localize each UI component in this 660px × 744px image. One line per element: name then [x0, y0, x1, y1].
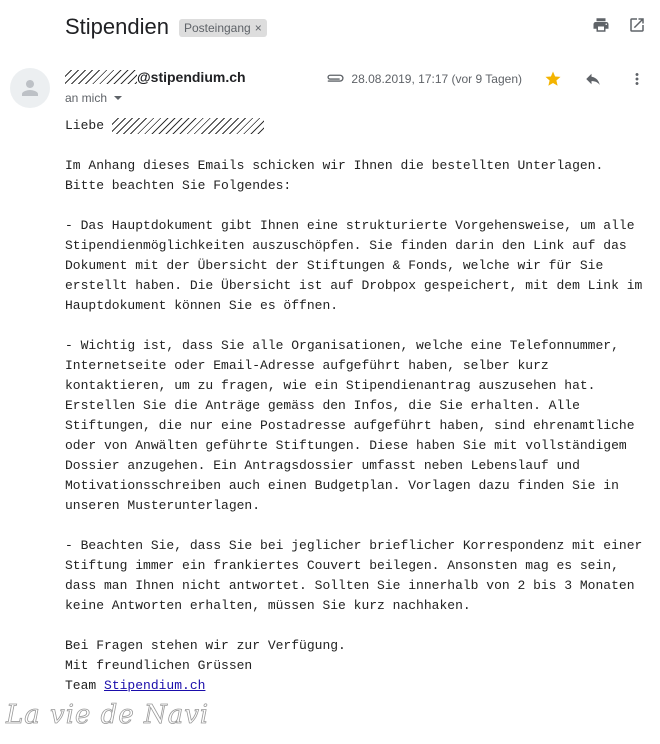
body-line: oder von Anwälten geführte Stiftungen. Diese haben Sie mit vollständigem	[65, 438, 627, 453]
more-vert-icon[interactable]	[628, 70, 646, 88]
open-in-new-window-icon[interactable]	[628, 16, 646, 34]
body-line: - Beachten Sie, dass Sie bei jeglicher brieflicher Korrespondenz mit einer	[65, 538, 643, 553]
redacted-recipient-name	[112, 118, 264, 134]
body-line: Dossier anzugehen. Ein Antragsdossier umfasst neben Lebenslauf und	[65, 458, 580, 473]
label-chip-text: Posteingang	[183, 21, 251, 35]
body-line: - Das Hauptdokument gibt Ihnen eine strukturierte Vorgehensweise, um alle	[65, 218, 635, 233]
body-line: Bei Fragen stehen wir zur Verfügung.	[65, 638, 346, 653]
body-line: Bitte beachten Sie Folgendes:	[65, 178, 292, 193]
body-line: Hauptdokument können Sie es öffnen.	[65, 298, 339, 313]
recipient-label: an mich	[65, 91, 108, 105]
body-line: kontaktieren, um zu fragen, wie ein Stipendienantrag auszusehen hat.	[65, 378, 596, 393]
avatar-icon	[18, 76, 42, 100]
signature-line	[65, 676, 655, 696]
message-meta	[325, 70, 646, 88]
greeting-word: Liebe	[65, 118, 105, 133]
chevron-down-icon[interactable]	[113, 93, 123, 103]
body-line: Dokument mit der Übersicht der Stiftungen & Fonds, welche wir für Sie	[65, 258, 604, 273]
greeting-line	[65, 116, 655, 136]
body-line: keine Antworten erhalten, müssen Sie kurz nachhaken.	[65, 598, 471, 613]
team-website-link[interactable]: Stipendium.ch	[104, 678, 206, 693]
attachment-icon	[325, 72, 345, 86]
sender-row	[65, 69, 246, 85]
reply-icon[interactable]	[584, 70, 602, 88]
body-line: Mit freundlichen Grüssen	[65, 658, 253, 673]
body-line: erstellt haben. Die Übersicht ist auf Drobpox gespeichert, mit dem Link im	[65, 278, 643, 293]
watermark: La vie de Navi	[6, 700, 210, 730]
body-line: Stiftungen, die nur eine Postadresse aufgeführt haben, sind ehrenamtliche	[65, 418, 635, 433]
star-icon[interactable]	[544, 70, 562, 88]
message-date: 28.08.2019, 17:17 (vor 9 Tagen)	[351, 72, 522, 86]
body-line: Internetseite oder Email-Adresse aufgeführt haben, selber kurz	[65, 358, 549, 373]
message-body	[65, 116, 655, 696]
body-line: unseren Musterunterlagen.	[65, 498, 261, 513]
subject-row	[65, 12, 267, 42]
recipient-row[interactable]	[65, 91, 123, 105]
body-line: Stipendienmöglichkeiten auszuschöpfen. Sie finden darin den Link auf das	[65, 238, 627, 253]
email-subject: Stipendien	[65, 14, 169, 39]
body-line: Im Anhang dieses Emails schicken wir Ihnen die bestellten Unterlagen.	[65, 158, 604, 173]
body-line: - Wichtig ist, dass Sie alle Organisationen, welche eine Telefonnummer,	[65, 338, 619, 353]
body-line: Motivationsschreiben auch einen Budgetplan. Vorlagen dazu finden Sie in	[65, 478, 619, 493]
sender-avatar[interactable]	[10, 68, 50, 108]
print-icon[interactable]	[592, 16, 610, 34]
body-line: Erstellen Sie die Anträge gemäss den Infos, die Sie erhalten. Alle	[65, 398, 580, 413]
redacted-sender-name	[65, 70, 137, 84]
remove-label-icon[interactable]: ×	[254, 21, 262, 35]
body-line: Stiftung immer ein frankiertes Couvert beilegen. Ansonsten mag es sein,	[65, 558, 619, 573]
body-line: dass man Ihnen nicht antwortet. Sollten Sie innerhalb von 2 bis 3 Monaten	[65, 578, 635, 593]
label-chip-inbox[interactable]	[179, 19, 267, 37]
thread-toolbar	[592, 16, 646, 34]
sender-email[interactable]: @stipendium.ch	[137, 69, 246, 85]
team-prefix: Team	[65, 678, 105, 693]
